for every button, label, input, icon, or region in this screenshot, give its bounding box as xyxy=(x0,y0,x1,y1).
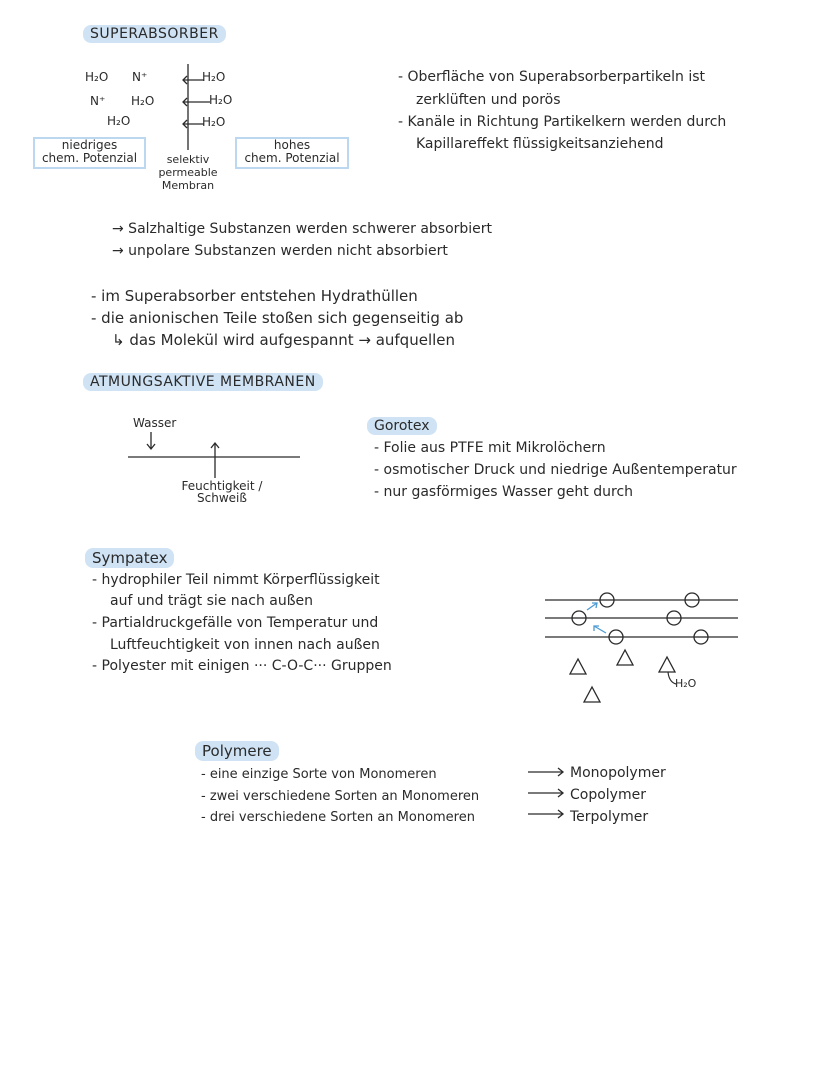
sympatex-item: - Partialdruckgefälle von Temperatur und xyxy=(92,615,379,631)
gorotex-item: - osmotischer Druck und niedrige Außentemperatur xyxy=(374,462,737,478)
sympatex-item: - Polyester mit einigen ··· C-O-C··· Gruppen xyxy=(92,658,392,674)
membrane-label: selektiv permeable Membran xyxy=(158,153,218,192)
bullet-line: - die anionischen Teile stoßen sich gegenseitig ab xyxy=(91,309,464,327)
polymere-title: Polymere xyxy=(195,741,279,761)
diagram-label: H₂O xyxy=(209,93,233,107)
diagram-label: H₂O xyxy=(202,115,226,129)
section-title-membranen: ATMUNGSAKTIVE MEMBRANEN xyxy=(83,373,323,391)
diagram-label: H₂O xyxy=(85,70,109,84)
water-label: Wasser xyxy=(133,416,177,430)
polymer-row-text: - eine einzige Sorte von Monomeren xyxy=(201,767,437,782)
diagram-label: H₂O xyxy=(202,70,226,84)
gorotex-item: - nur gasförmiges Wasser geht durch xyxy=(374,484,634,500)
bullet-line: - im Superabsorber entstehen Hydrathüllen xyxy=(91,287,418,305)
note-line: - Kanäle in Richtung Partikelkern werden durch xyxy=(398,114,727,130)
sympatex-item: auf und trägt sie nach außen xyxy=(110,593,314,609)
polymer-result: Terpolymer xyxy=(570,809,649,825)
polymer-result: Monopolymer xyxy=(570,765,666,781)
note-line: - Oberfläche von Superabsorberpartikeln ist xyxy=(398,69,706,85)
high-potential-label: hohes chem. Potenzial xyxy=(244,138,340,165)
diagram-label: N⁺ xyxy=(90,94,106,108)
polymer-result: Copolymer xyxy=(570,787,646,803)
note-line: zerklüften und porös xyxy=(416,92,561,108)
sympatex-title: Sympatex xyxy=(85,548,174,568)
polymer-row-text: - drei verschiedene Sorten an Monomeren xyxy=(201,810,475,825)
polymer-row-text: - zwei verschiedene Sorten an Monomeren xyxy=(201,789,480,804)
gorotex-title: Gorotex xyxy=(367,417,437,435)
arrow-line: → unpolare Substanzen werden nicht absorbiert xyxy=(112,243,448,259)
low-potential-label: niedriges chem. Potenzial xyxy=(41,138,138,165)
bullet-line: ↳ das Molekül wird aufgespannt → aufquellen xyxy=(112,331,456,349)
gorotex-item: - Folie aus PTFE mit Mikrolöchern xyxy=(374,440,606,456)
section-title-superabsorber: SUPERABSORBER xyxy=(83,25,226,43)
note-line: Kapillareffekt flüssigkeitsanziehend xyxy=(416,136,664,152)
sympatex-item: - hydrophiler Teil nimmt Körperflüssigkeit xyxy=(92,572,380,588)
sweat-label: Feuchtigkeit / Schweiß xyxy=(181,479,263,505)
h2o-label: H₂O xyxy=(675,677,697,690)
sympatex-item: Luftfeuchtigkeit von innen nach außen xyxy=(110,637,380,653)
diagram-label: N⁺ xyxy=(132,70,148,84)
diagram-label: H₂O xyxy=(107,114,131,128)
arrow-line: → Salzhaltige Substanzen werden schwerer absorbiert xyxy=(112,221,493,237)
diagram-label: H₂O xyxy=(131,94,155,108)
